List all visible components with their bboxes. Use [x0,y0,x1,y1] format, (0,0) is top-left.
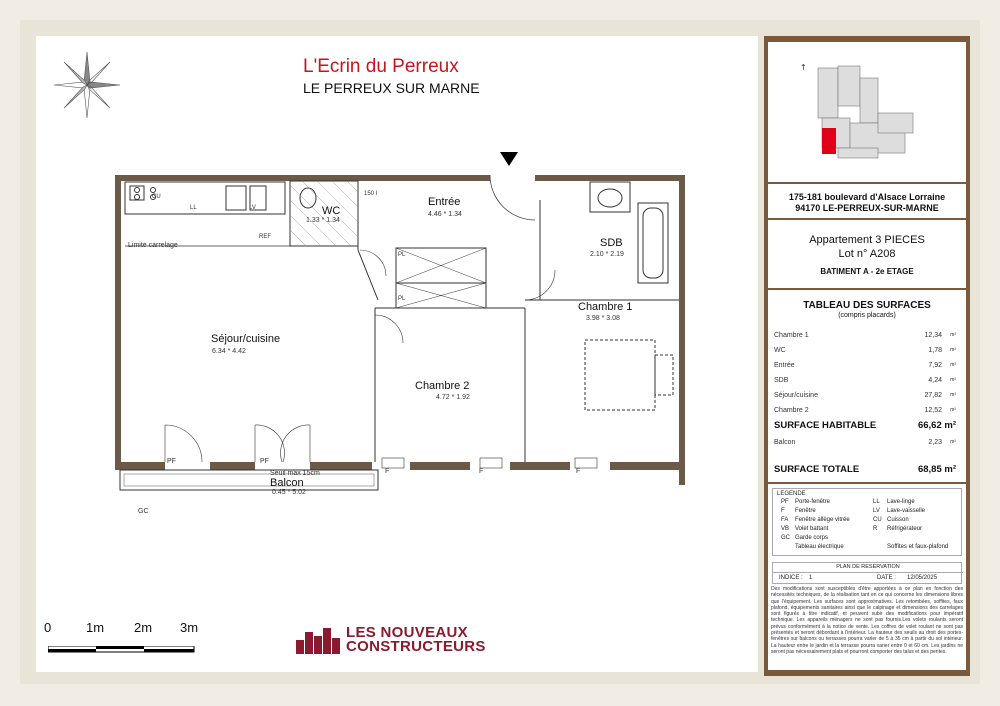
scale-label-1m: 1m [86,620,105,635]
legend-item [781,517,850,523]
annotation-limite-carrelage: Limite carrelage [128,242,178,249]
surface-habitable-label: SURFACE HABITABLE [774,420,877,431]
legend-item [781,499,830,505]
surface-row-value: 1,78 [928,347,942,354]
legend-text: Cuisson [887,517,909,523]
scale-label-0: 0 [44,620,52,635]
annotation-pl-1: PL [398,252,406,258]
logo-line2: CONSTRUCTEURS [346,638,486,655]
address-line2: 94170 LE-PERREUX-SUR-MARNE [795,203,939,213]
surface-habitable-value: 66,62 m² [917,420,956,431]
surface-totale-value: 68,85 m² [917,464,956,475]
svg-text:↑: ↑ [800,63,807,72]
annotation-gc: GC [138,508,149,515]
annotation-f-2: F [479,468,484,475]
surface-row-value: 4,24 [928,377,942,384]
surface-row-unit: m² [950,377,956,383]
scale-bar-graphic [48,646,198,654]
surface-row-name: SDB [774,377,789,384]
reservation-label: PLAN DE RESERVATION [836,564,900,570]
floor-plan [110,170,690,520]
surface-balcon-value: 2,23 [928,439,942,446]
annotation-cu: CU [152,194,161,200]
surface-balcon-row [774,439,960,446]
apartment-type: Appartement 3 PIECES [809,234,925,246]
room-dims-chambre2: 4.72 * 1.92 [436,394,470,401]
surface-row [774,347,960,354]
legend-code: CU [873,517,882,523]
surface-row [774,362,960,369]
entrance-arrow-icon [500,152,520,168]
surface-row [774,407,960,414]
legend-text: Tableau électrique [795,544,844,550]
info-panel-inner [768,42,966,670]
indice-label: INDICE : [779,575,803,581]
legend-item [873,535,887,541]
separator-4 [768,482,966,484]
legend-code: FA [781,517,789,523]
surface-row-unit: m² [950,347,956,353]
legend-text: Fenêtre allège vitrée [795,517,850,523]
surface-row-unit: m² [950,332,956,338]
logo-text [346,626,486,654]
apartment-lot: Lot n° A208 [838,248,896,260]
legend-item [873,526,922,532]
surfaces-title: TABLEAU DES SURFACES [803,300,931,311]
annotation-seuil: Seuil max 15cm [270,470,320,477]
surface-row-name: WC [774,347,786,354]
legend-text: Fenêtre [795,508,816,514]
legend-item [781,544,844,550]
scale-label-2m: 2m [134,620,153,635]
legend-text: Garde corps [795,535,829,541]
legend-title: LEGENDE [777,491,806,497]
surface-balcon-unit: m² [950,439,956,445]
project-title: L'Ecrin du Perreux [303,56,459,77]
room-label-wc: WC [322,205,341,217]
annotation-pl-2: PL [398,296,406,302]
separator-3 [768,288,966,290]
room-label-chambre1: Chambre 1 [578,301,633,313]
disclaimer-text: Des modifications sont susceptibles d'être apportées à ce plan en fonction des nécessités techniques, de la réalisation tant en ce qui concerne les dimensions libres que l'équipement. Les surfaces sont approximatives. Les retombées, soffites, faux plafond, équipements sanitaires ainsi que le calpinage et dimensions des carrelages sont figurés à titre indicatif, et peuvent subir des modifications pour impératif technique. Les appareils ménagers ne sont pas fournis.Les volets roulants seront prévus conformément à la notice de vente. Les coffres de volet roulant ne sont pas présentés et seront débordant à l'intérieur. La hauteur des seuils au droit des portes-fenêtres sur balcons ou terrasses pourra varier de 5 à 35 cm à partir du sol intérieur. La hauteur entre le jardin et la terrasse pourra varier entre 0 et 60 cm. Les jardins ne seront pas nécessairement plats et pourront comporter des talus et des pentes. [771,586,963,655]
apartment-batiment: BATIMENT A - 2e ETAGE [820,267,914,276]
legend-item [873,544,948,550]
compass-rose-icon [52,50,122,120]
date-value: 12/05/2025 [907,575,938,581]
surface-row-name: Séjour/cuisine [774,392,818,399]
legend-code: GC [781,535,790,541]
room-dims-balcon: 0.45 * 5.02 [272,489,306,496]
surface-habitable-row [774,420,960,431]
room-label-entree: Entrée [428,196,461,208]
annotation-lv: LV [249,205,256,211]
room-label-balcon: Balcon [270,477,304,489]
surface-totale-label: SURFACE TOTALE [774,464,860,475]
legend-item [873,508,925,514]
indice-value: 1 [809,575,813,581]
legend-code: LL [873,499,880,505]
scale-bar [44,620,214,660]
room-dims-sdb: 2.10 * 2.19 [590,251,624,258]
legend-code: R [873,526,878,532]
legend-text: Volet battant [795,526,829,532]
annotation-f-3: F [576,468,581,475]
legend-box [772,488,962,556]
surface-row-value: 12,52 [924,407,942,414]
surface-row-unit: m² [950,362,956,368]
surface-row-name: Chambre 1 [774,332,809,339]
annotation-ref: REF [259,234,271,240]
room-dims-entree: 4.46 * 1.34 [428,211,462,218]
surface-row-value: 12,34 [924,332,942,339]
legend-text: Lave-vaisselle [887,508,926,514]
situation-plan [798,58,938,176]
separator-1 [768,182,966,184]
legend-text: Lave-linge [887,499,915,505]
surface-row-unit: m² [950,392,956,398]
legend-code: F [781,508,785,514]
room-dims-wc: 1.33 * 1.34 [306,217,340,224]
legend-text: Soffites et faux-plafond [887,544,949,550]
legend-item [873,517,909,523]
company-logo [296,624,496,658]
surface-row-name: Chambre 2 [774,407,809,414]
legend-item [781,526,828,532]
surface-row-value: 7,92 [928,362,942,369]
surfaces-subtitle: (compris placards) [838,312,896,319]
surface-row-name: Entrée [774,362,795,369]
surface-row-unit: m² [950,407,956,413]
scale-label-3m: 3m [180,620,199,635]
surface-totale-row [774,464,960,475]
legend-code: VB [781,526,790,532]
reservation-box [772,562,962,584]
surface-balcon-label: Balcon [774,439,796,446]
room-dims-chambre1: 3.98 * 3.08 [586,315,620,322]
room-dims-sejour: 6.34 * 4.42 [212,348,246,355]
info-panel [764,36,970,676]
project-city: LE PERREUX SUR MARNE [303,80,480,96]
legend-item [781,535,828,541]
annotation-f-1: F [385,468,390,475]
surface-row [774,332,960,339]
logo-line1: LES NOUVEAUX [346,624,468,641]
legend-text: Porte-fenêtre [795,499,831,505]
room-label-sdb: SDB [600,237,623,249]
room-label-chambre2: Chambre 2 [415,380,470,392]
date-label: DATE : [877,575,896,581]
address-line1: 175-181 boulevard d'Alsace Lorraine [788,192,946,202]
legend-item [873,499,915,505]
logo-building-icon [296,628,342,654]
annotation-cumulus: 150 l [364,191,378,197]
legend-code: LV [873,508,880,514]
legend-text: Réfrigérateur [887,526,923,532]
surface-row [774,392,960,399]
annotation-pf-2: PF [260,458,269,465]
annotation-ll: LL [190,205,197,211]
separator-2 [768,218,966,220]
legend-code: PF [781,499,789,505]
surface-row-value: 27,82 [924,392,942,399]
annotation-pf-1: PF [167,458,176,465]
legend-item [781,508,816,514]
surface-row [774,377,960,384]
room-label-sejour: Séjour/cuisine [211,333,281,345]
